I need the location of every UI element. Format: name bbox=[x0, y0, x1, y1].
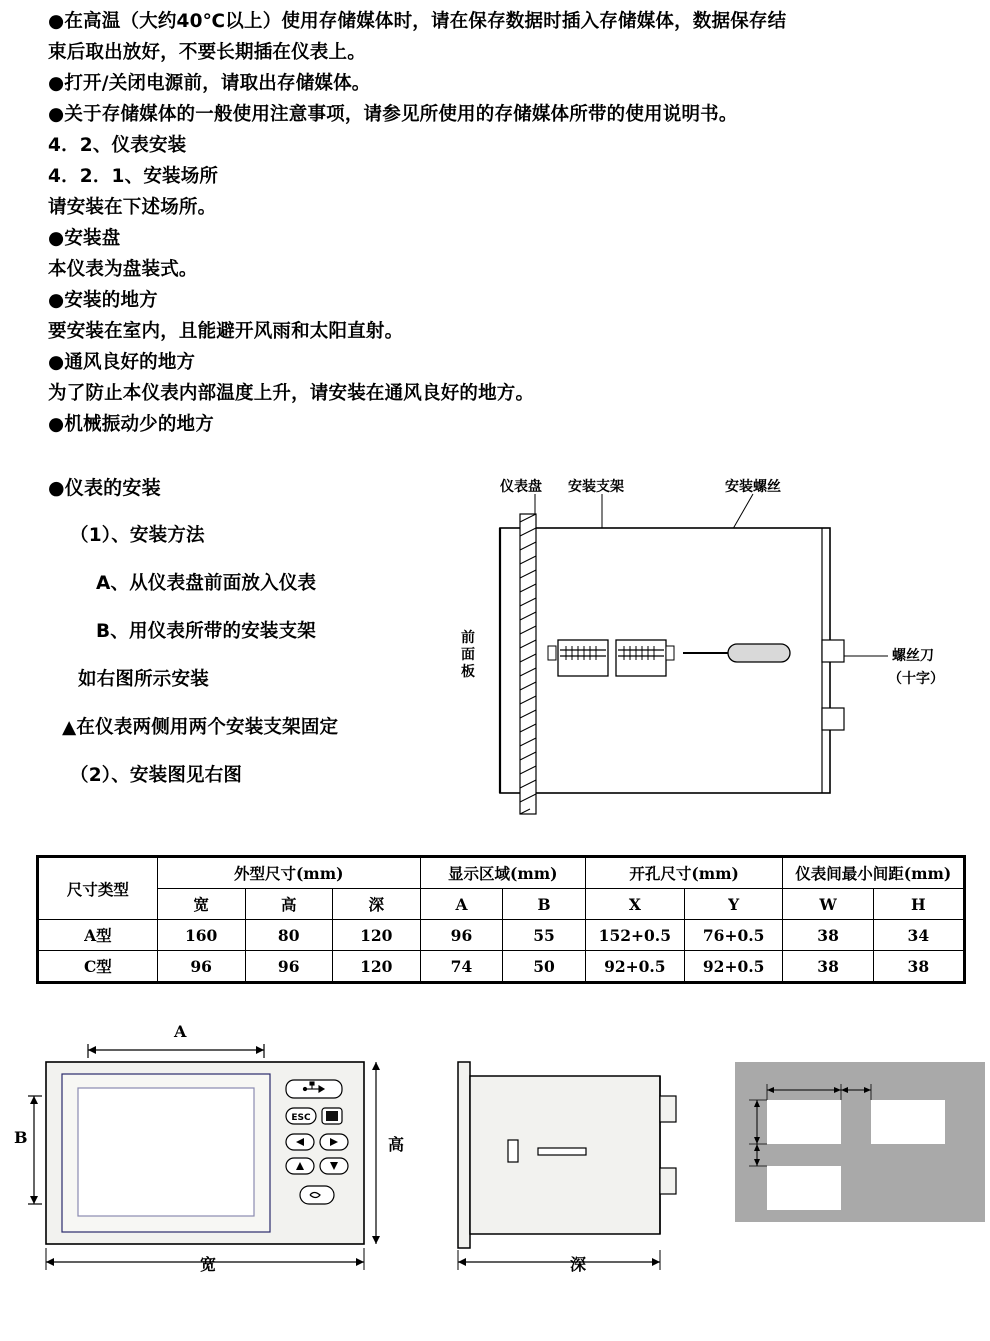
front-view-svg bbox=[0, 1000, 420, 1300]
table-cell: 38 bbox=[783, 951, 873, 982]
table-subheader: A bbox=[420, 889, 503, 920]
table-subheader: X bbox=[585, 889, 684, 920]
table-cell: 152+0.5 bbox=[585, 920, 684, 951]
table-cell: 160 bbox=[157, 920, 245, 951]
table-cell: 92+0.5 bbox=[684, 951, 783, 982]
front-view-label-width: 宽 bbox=[200, 1255, 217, 1274]
paragraph: ●机械振动少的地方 bbox=[48, 414, 214, 435]
paragraph: ●安装的地方 bbox=[48, 290, 158, 311]
paragraph: ●打开/关闭电源前，请取出存储媒体。 bbox=[48, 73, 371, 94]
mount-label-front-panel: 前面板 bbox=[461, 630, 475, 680]
body-text bbox=[48, 8, 948, 442]
paragraph: A、从仪表盘前面放入仪表 bbox=[96, 573, 317, 594]
paragraph: B、用仪表所带的安装支架 bbox=[96, 621, 317, 642]
bottom-drawings bbox=[0, 1000, 990, 1330]
front-view-label-a: A bbox=[174, 1022, 187, 1041]
paragraph: 束后取出放好，不要长期插在仪表上。 bbox=[48, 42, 366, 63]
table-cell: 120 bbox=[332, 920, 420, 951]
paragraph: ●安装盘 bbox=[48, 228, 121, 249]
install-text bbox=[48, 474, 468, 793]
paragraph: ●仪表的安装 bbox=[48, 477, 161, 499]
table-subheader: 宽 bbox=[157, 889, 245, 920]
table-group-header: 开孔尺寸(mm) bbox=[585, 858, 783, 889]
table-row bbox=[39, 920, 964, 951]
paragraph: ▲在仪表两侧用两个安装支架固定 bbox=[62, 717, 339, 738]
paragraph: （1）、安装方法 bbox=[70, 525, 205, 546]
mounting-diagram bbox=[440, 470, 980, 840]
table-corner-label: 尺寸类型 bbox=[39, 858, 158, 920]
table-cell: 92+0.5 bbox=[585, 951, 684, 982]
table-subheader: Y bbox=[684, 889, 783, 920]
table-header-row bbox=[39, 858, 964, 889]
side-view-label-depth: 深 bbox=[570, 1255, 587, 1274]
mount-label-panel: 仪表盘 bbox=[500, 479, 542, 495]
paragraph: 请安装在下述场所。 bbox=[48, 197, 217, 218]
table-group-header: 仪表间最小间距(mm) bbox=[783, 858, 964, 889]
svg-text:ESC: ESC bbox=[291, 1113, 311, 1123]
table-row-label: C型 bbox=[39, 951, 158, 982]
mount-label-screwdriver: 螺丝刀 bbox=[892, 648, 934, 664]
table-cell: 96 bbox=[157, 951, 245, 982]
section-heading: 4．2．1、安装场所 bbox=[48, 166, 219, 187]
table-subheader: W bbox=[783, 889, 873, 920]
paragraph: ●关于存储媒体的一般使用注意事项，请参见所使用的存储媒体所带的使用说明书。 bbox=[48, 104, 738, 125]
table-subheader: H bbox=[873, 889, 963, 920]
mount-label-screwdriver-type: （十字） bbox=[888, 671, 944, 687]
table-cell: 96 bbox=[245, 951, 332, 982]
paragraph: 本仪表为盘装式。 bbox=[48, 259, 198, 280]
dimension-table bbox=[36, 855, 966, 984]
paragraph: （2）、安装图见右图 bbox=[70, 765, 243, 786]
table-cell: 96 bbox=[420, 920, 503, 951]
front-view-label-b: B bbox=[14, 1128, 28, 1147]
paragraph: 如右图所示安装 bbox=[78, 669, 209, 690]
side-view-svg bbox=[440, 1000, 730, 1300]
front-view-label-height: 高 bbox=[388, 1135, 405, 1154]
table-cell: 50 bbox=[503, 951, 586, 982]
table-cell: 76+0.5 bbox=[684, 920, 783, 951]
table-subheader-row bbox=[39, 889, 964, 920]
table-cell: 38 bbox=[783, 920, 873, 951]
cutout-view-svg bbox=[735, 1062, 985, 1222]
table-cell: 34 bbox=[873, 920, 963, 951]
table-subheader: B bbox=[503, 889, 586, 920]
table-cell: 38 bbox=[873, 951, 963, 982]
table-group-header: 显示区域(mm) bbox=[420, 858, 585, 889]
table-subheader: 高 bbox=[245, 889, 332, 920]
paragraph: ●通风良好的地方 bbox=[48, 352, 196, 373]
table-cell: 120 bbox=[332, 951, 420, 982]
mount-label-screw: 安装螺丝 bbox=[725, 479, 781, 495]
mount-label-bracket: 安装支架 bbox=[568, 479, 624, 495]
table-group-header: 外型尺寸(mm) bbox=[157, 858, 420, 889]
paragraph: 为了防止本仪表内部温度上升，请安装在通风良好的地方。 bbox=[48, 383, 535, 404]
table-cell: 74 bbox=[420, 951, 503, 982]
table-subheader: 深 bbox=[332, 889, 420, 920]
table-cell: 55 bbox=[503, 920, 586, 951]
table-row-label: A型 bbox=[39, 920, 158, 951]
paragraph: ●在高温（大约40℃以上）使用存储媒体时，请在保存数据时插入存储媒体，数据保存结 bbox=[48, 11, 787, 32]
paragraph: 要安装在室内，且能避开风雨和太阳直射。 bbox=[48, 321, 404, 342]
section-heading: 4．2、仪表安装 bbox=[48, 135, 187, 156]
table-row bbox=[39, 951, 964, 982]
table-cell: 80 bbox=[245, 920, 332, 951]
